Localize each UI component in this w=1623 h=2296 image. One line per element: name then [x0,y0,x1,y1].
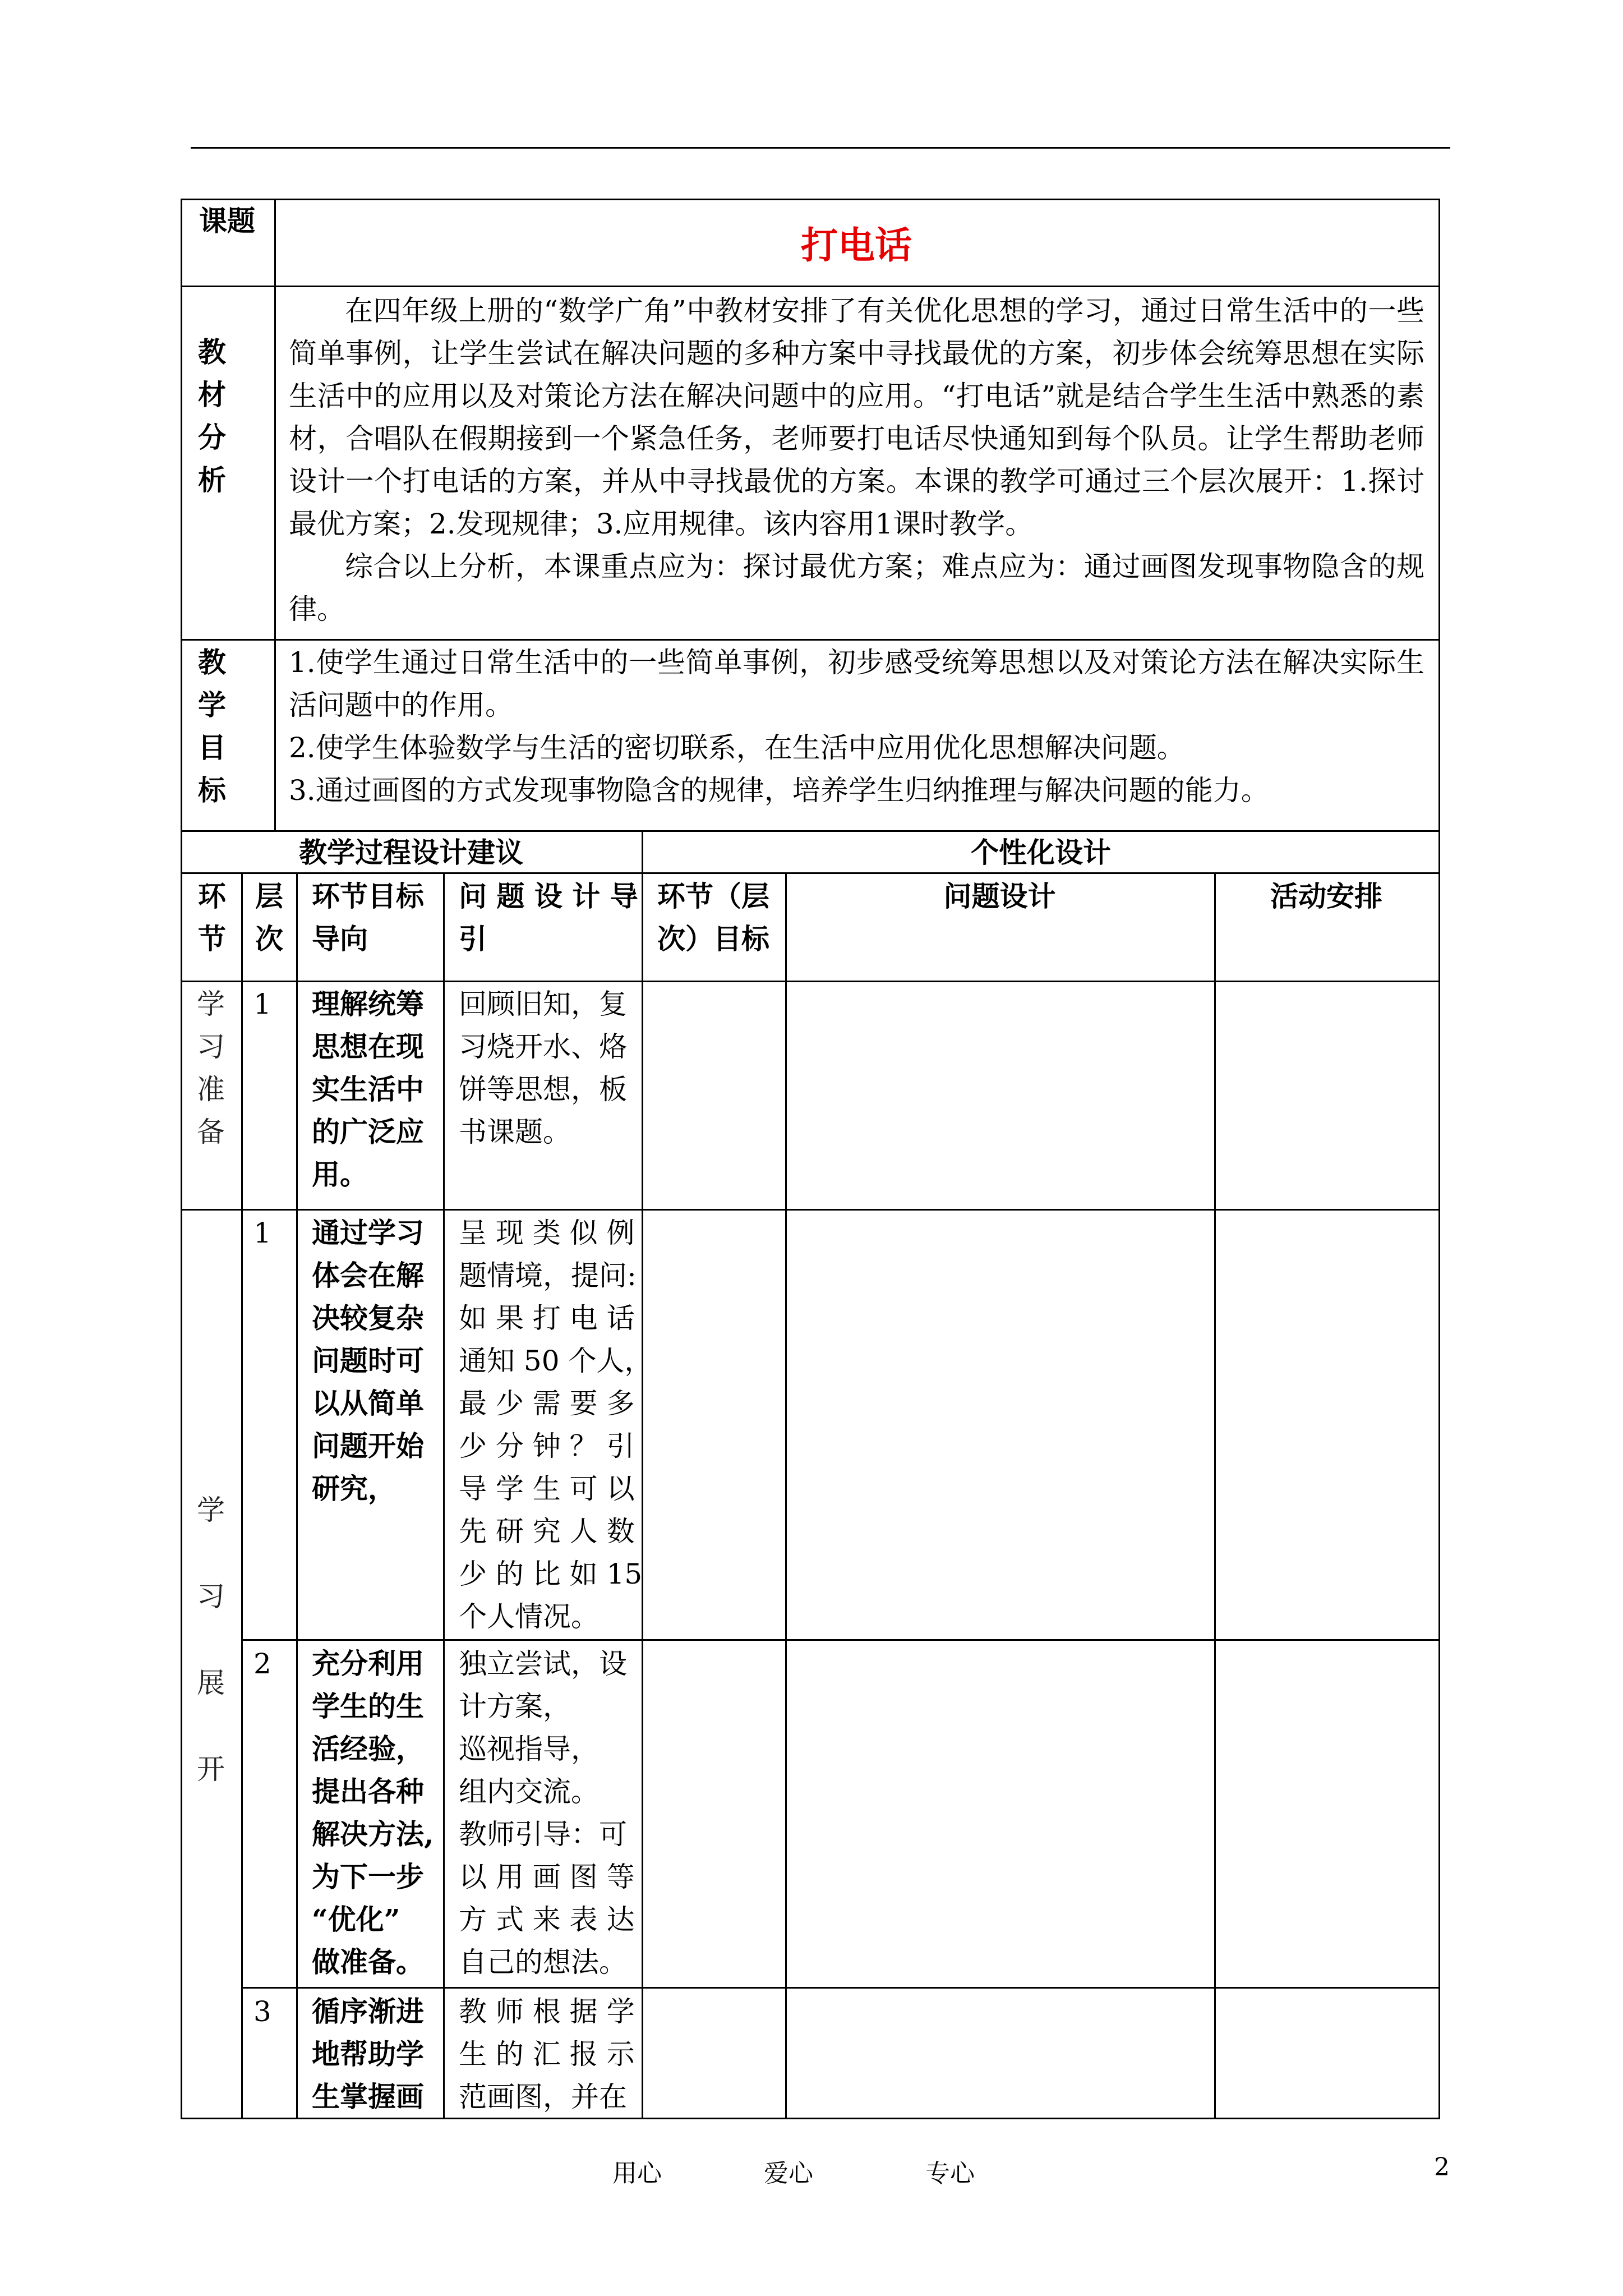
level-number: 1 [253,988,271,1020]
col-header-level: 层 次 [255,880,283,955]
footer-motto-2: 爱心 [764,2159,813,2188]
header-rule [191,147,1450,149]
analysis-paragraph-1: 在四年级上册的“数学广角”中教材安排了有关优化思想的学习，通过日常生活中的一些简单事例，让学生尝试在解决问题的多种方案中寻找最优的方案，初步体会统筹思想在实际生活中的应用以及对策论方法在解决问题中的应用。“打电话”就是结合学生生活中熟悉的素材，合唱队在假期接到一个紧急任务，老师要打电话尽快通知到每个队员。让学生帮助老师设计一个打电话的方案，并从中寻找最优的方案。本课的教学可通过三个层次展开：1.探讨最优方案；2.发现规律；3.应用规律。该内容用1课时教学。 [289,295,1424,540]
page-number: 2 [1434,2153,1450,2182]
footer-motto-1: 用心 [612,2159,662,2188]
question-guide: 回顾旧知，复 习烧开水、烙 饼等思想，板 书课题。 [459,988,627,1148]
level-number: 1 [253,1217,271,1249]
stage-expand: 学 习 展 开 [197,1494,225,1786]
goal-item: 2.使学生体验数学与生活的密切联系，在生活中应用优化思想解决问题。 [289,731,1185,764]
question-guide: 教 师 根 据 学 生 的 汇 报 示 范画图，并在 [459,1995,635,2113]
stage-goal: 充分利用 学生的生 活经验， 提出各种 解决方法, 为下一步 “优化” 做准备。 [312,1647,434,1978]
goal-list [289,641,1424,812]
stage-goal: 通过学习 体会在解 决较复杂 问题时可 以从简单 问题开始 研究， [312,1216,424,1505]
level-number: 2 [253,1648,271,1680]
section-left-header: 教学过程设计建议 [299,836,523,869]
analysis-paragraph-2: 综合以上分析，本课重点应为：探讨最优方案；难点应为：通过画图发现事物隐含的规律。 [289,550,1424,625]
section-right-header: 个性化设计 [971,836,1111,869]
level-number: 3 [253,1995,271,2028]
goal-item: 1.使学生通过日常生活中的一些简单事例，初步感受统筹思想以及对策论方法在解决实际生活问题中的作用。 [289,646,1424,721]
col-header-level-goal: 环节（层 次）目标 [657,880,769,955]
topic-label: 课题 [199,204,255,237]
goal-item: 3.通过画图的方式发现事物隐含的规律，培养学生归纳推理与解决问题的能力。 [289,774,1269,807]
stage-prepare: 学 习 准 备 [197,988,225,1148]
col-header-activity: 活动安排 [1270,880,1382,913]
col-header-question: 问 题 设 计 导 引 [459,880,638,955]
col-header-goal: 环节目标 导向 [312,880,424,955]
analysis-text [289,289,1424,631]
footer-motto-3: 专心 [925,2159,975,2188]
goal-label: 教 学 目 标 [198,646,226,807]
stage-goal: 理解统筹 思想在现 实生活中 的广泛应 用。 [312,987,424,1191]
question-guide: 呈 现 类 似 例 题情境，提问: 如 果 打 电 话 通知 50 个人， 最 少 需 要 多 少 分 钟 ？ 引 导 学 生 可 以 先 研 究 人 数 少 的 比 如 15 个人情况。 [459,1217,653,1633]
question-guide: 独立尝试，设 计方案， 巡视指导， 组内交流。 教师引导：可 以 用 画 图 等 方 式 来 表 达 自己的想法。 [459,1648,635,1978]
topic-title: 打电话 [801,223,912,267]
col-header-question-design: 问题设计 [943,880,1056,913]
analysis-label: 教 材 分 析 [198,335,226,496]
stage-goal: 循序渐进 地帮助学 生掌握画 [312,1995,424,2113]
col-header-stage: 环 节 [198,880,226,955]
